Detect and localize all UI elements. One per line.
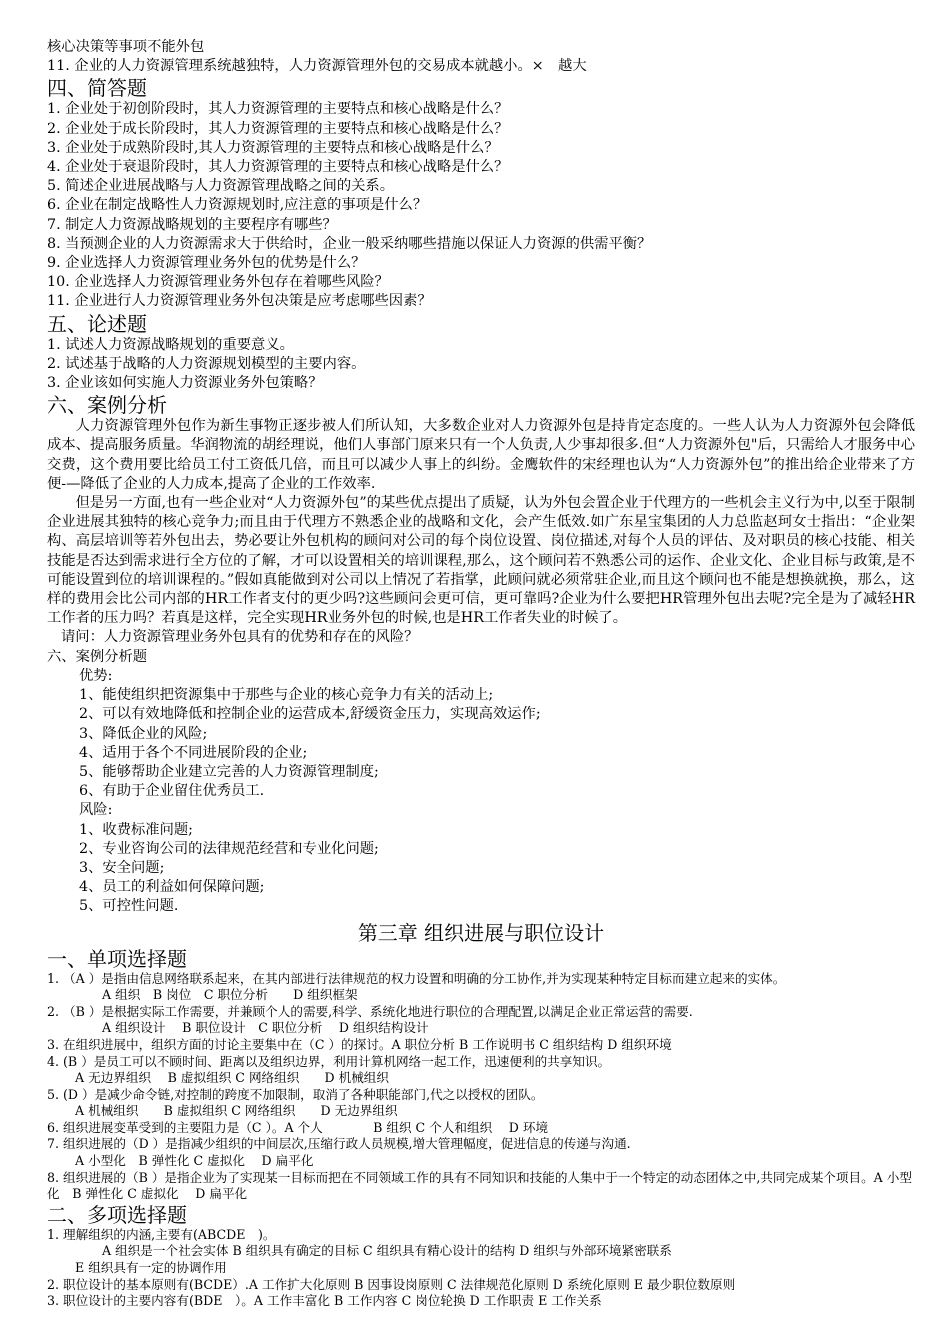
single-choice-question: 6. 组织进展变革受到的主要阻力是（C ）。A 个人 B 组织 C 个人和组织 D 环境 [47, 1119, 549, 1135]
case-paragraph: 但是另一方面,也有一些企业对“人力资源外包”的某些优点提出了质疑，认为外包会置企业于代理方的一些机会主义行为中,以至于限制企业进展其独特的核心竞争力;而且由于代理方不熟悉企业的战略和文化，会产生低效.如广东星宝集团的人力总监赵珂女士指出：“企业架构、高层培训等若外包出去，势必要让外包机构的顾问对公司的每个岗位设置、岗位描述,对每个人员的评估、及对职员的核心技能、相关技能是否达到需求进行全方位的了解，才可以设置相关的培训课程,那么，这个顾问若不熟悉公司的运作、企业文化、企业目标与政策,是不可能设置到位的培训课程的。”假如真能做到对公司以上情况了若指掌，此顾问就必须常驻企业,而且这个顾问也不能是想换就换，那么，这样的费用会比公司内部的HR工作者支付的更少吗?这些顾问会更可信，更可靠吗?企业为什么要把HR管理外包出去呢?完全是为了减轻HR工作者的压力吗？若真是这样，完全实现HR业务外包的时候,也是HR工作者失业的时候了。 [47, 495, 915, 627]
single-choice-question: 7. 组织进展的（D ）是指减少组织的中间层次,压缩行政人员规模,增大管理幅度，促进信息的传递与沟通. [47, 1136, 631, 1152]
single-choice-question: 3. 在组织进展中，组织方面的讨论主要集中在（C ）的探讨。A 职位分析 B 工作说明书 C 组织结构 D 组织环境 [47, 1036, 672, 1052]
question-item: 3. 企业该如何实施人力资源业务外包策略？ [47, 375, 323, 392]
section-heading-short-answer: 四、简答题 [47, 76, 147, 101]
chapter-title: 第三章 组织进展与职位设计 [357, 920, 605, 945]
question-item: 11. 企业进行人力资源管理业务外包决策是应考虑哪些因素？ [47, 293, 432, 310]
choice-options: A 小型化 B 弹性化 C 虚拟化 D 扁平化 [75, 1153, 314, 1169]
advantage-item: 4、适用于各个不同进展阶段的企业; [79, 744, 308, 761]
question-item: 5. 简述企业进展战略与人力资源管理战略之间的关系。 [47, 178, 395, 195]
risk-item: 3、安全问题; [79, 859, 165, 876]
single-choice-question: 4. (B ）是员工可以不顾时间、距离以及组织边界，利用计算机网络一起工作，迅速便利的共享知识。 [47, 1053, 611, 1069]
question-item: 1. 试述人力资源战略规划的重要意义。 [47, 336, 294, 353]
question-item: 1. 企业处于初创阶段时，其人力资源管理的主要特点和核心战略是什么？ [47, 101, 509, 118]
section-heading-case-analysis: 六、案例分析 [47, 393, 167, 418]
advantages-label: 优势: [79, 667, 113, 684]
text-line: 核心决策等事项不能外包 [47, 39, 205, 55]
advantage-item: 6、有助于企业留住优秀员工. [79, 783, 265, 800]
section-heading-single-choice: 一、单项选择题 [47, 946, 187, 971]
question-item: 10. 企业选择人力资源管理业务外包存在着哪些风险？ [47, 274, 389, 291]
multi-choice-question: 2. 职位设计的基本原则有(BCDE）.A 工作扩大化原则 B 因事设岗原则 C 法律规范化原则 D 系统化原则 E 最少职位数原则 [47, 1276, 736, 1292]
case-question: 请问：人力资源管理业务外包具有的优势和存在的风险？ [61, 629, 419, 646]
single-choice-question: 2. （B ）是根据实际工作需要，并兼顾个人的需要,科学、系统化地进行职位的合理配置,以满足企业正常运营的需要. [47, 1003, 693, 1019]
single-choice-question: 8. 组织进展的（B ）是指企业为了实现某一目标而把在不同领域工作的具有不同知识和技能的人集中于一个特定的动态团体之中,共同完成某个项目。A 小型化 B 弹性化 C 虚拟化 D 扁平化 [47, 1169, 912, 1202]
multi-choice-question: 1. 理解组织的内涵,主要有(ABCDE )。 [47, 1226, 276, 1242]
multi-choice-question: 3. 职位设计的主要内容有(BDE ）。A 工作丰富化 B 工作内容 C 岗位轮换 D 工作职责 E 工作关系 [47, 1293, 602, 1309]
section-heading-multi-choice: 二、多项选择题 [47, 1202, 187, 1227]
text-line: 11. 企业的人力资源管理系统越独特，人力资源管理外包的交易成本就越小。× 越大 [47, 58, 587, 75]
case-paragraph: 人力资源管理外包作为新生事物正逐步被人们所认知，大多数企业对人力资源外包是持肯定态度的。一些人认为人力资源外包会降低成本、提高服务质量。华润物流的胡经理说，他们人事部门原来只有一个人负责,人少事却很多.但“人力资源外包"后，只需给人才服务中心交费，这个费用要比给员工付工资低几倍，而且可以减少人事上的纠纷。金鹰软件的宋经理也认为“人力资源外包”的推出给企业带来了方便-—降低了企业的人力成本,提高了企业的工作效率. [47, 418, 915, 492]
answer-heading: 六、案例分析题 [47, 648, 148, 665]
choice-options: A 机械组织 B 虚拟组织 C 网络组织 D 无边界组织 [75, 1103, 398, 1119]
risk-item: 1、收费标准问题; [79, 821, 193, 838]
question-item: 6. 企业在制定战略性人力资源规划时,应注意的事项是什么？ [47, 197, 428, 214]
document-page [47, 38, 915, 1310]
single-choice-question: 5. (D ）是减少命令链,对控制的跨度不加限制，取消了各种职能部门,代之以授权的团队。 [47, 1086, 544, 1102]
question-item: 4. 企业处于衰退阶段时，其人力资源管理的主要特点和核心战略是什么？ [47, 159, 509, 176]
section-heading-essay: 五、论述题 [47, 311, 147, 336]
risk-item: 4、员工的利益如何保障问题; [79, 879, 265, 896]
risk-item: 2、专业咨询公司的法律规范经营和专业化问题; [79, 840, 379, 857]
risks-label: 风险: [79, 802, 113, 819]
question-item: 3. 企业处于成熟阶段时,其人力资源管理的主要特点和核心战略是什么？ [47, 139, 499, 156]
advantage-item: 2、可以有效地降低和控制企业的运营成本,舒缓资金压力，实现高效运作; [79, 706, 541, 723]
choice-options: A 组织设计 B 职位设计 C 职位分析 D 组织结构设计 [102, 1020, 429, 1036]
question-item: 8. 当预测企业的人力资源需求大于供给时，企业一般采纳哪些措施以保证人力资源的供需平衡？ [47, 235, 652, 252]
choice-options: E 组织具有一定的协调作用 [75, 1260, 227, 1276]
advantage-item: 3、降低企业的风险; [79, 725, 208, 742]
choice-options: A 组织是一个社会实体 B 组织具有确定的目标 C 组织具有精心设计的结构 D 组织与外部环境紧密联系 [102, 1243, 672, 1259]
risk-item: 5、可控性问题. [79, 898, 179, 915]
choice-options: A 组织 B 岗位 C 职位分析 D 组织框架 [102, 987, 358, 1003]
advantage-item: 1、能使组织把资源集中于那些与企业的核心竞争力有关的活动上; [79, 687, 494, 704]
question-item: 9. 企业选择人力资源管理业务外包的优势是什么？ [47, 255, 366, 272]
choice-options: A 无边界组织 B 虚拟组织 C 网络组织 D 机械组织 [75, 1070, 389, 1086]
question-item: 7. 制定人力资源战略规划的主要程序有哪些？ [47, 216, 337, 233]
single-choice-question: 1. （A ）是指由信息网络联系起来，在其内部进行法律规范的权力设置和明确的分工协作,并为实现某种特定目标而建立起来的实体。 [47, 970, 786, 986]
advantage-item: 5、能够帮助企业建立完善的人力资源管理制度; [79, 763, 379, 780]
question-item: 2. 企业处于成长阶段时，其人力资源管理的主要特点和核心战略是什么？ [47, 120, 509, 137]
question-item: 2. 试述基于战略的人力资源规划模型的主要内容。 [47, 355, 366, 372]
